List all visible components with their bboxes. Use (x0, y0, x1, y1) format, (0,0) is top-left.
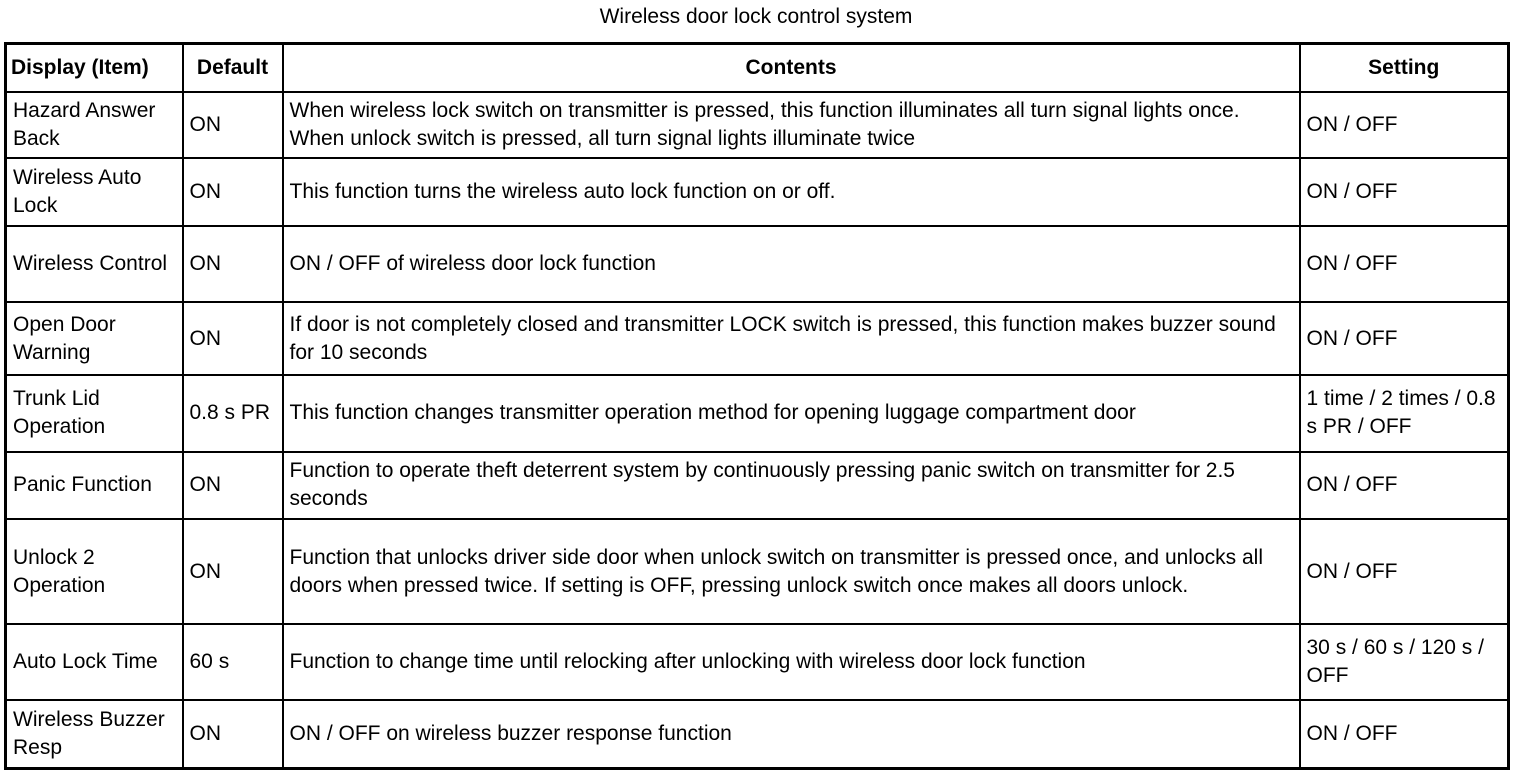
cell-default: ON (183, 519, 283, 624)
column-header-default: Default (183, 44, 283, 93)
cell-item: Wireless Buzzer Resp (6, 700, 183, 768)
table-row (6, 452, 1509, 519)
table-row (6, 92, 1509, 158)
cell-contents: Function to operate theft deterrent system by continuously pressing panic switch on transmitter for 2.5 seconds (283, 452, 1300, 519)
settings-table (4, 42, 1510, 770)
cell-contents: This function turns the wireless auto lock function on or off. (283, 158, 1300, 225)
cell-setting: ON / OFF (1300, 302, 1509, 375)
cell-item: Trunk Lid Operation (6, 375, 183, 452)
cell-item: Wireless Auto Lock (6, 158, 183, 225)
cell-item: Panic Function (6, 452, 183, 519)
table-row (6, 700, 1509, 768)
cell-contents: When wireless lock switch on transmitter is pressed, this function illuminates all turn signal lights once. When unlock switch is pressed, all turn signal lights illuminate twice (283, 92, 1300, 158)
cell-contents: ON / OFF on wireless buzzer response function (283, 700, 1300, 768)
cell-default: ON (183, 700, 283, 768)
cell-item: Open Door Warning (6, 302, 183, 375)
table-header-row (6, 44, 1509, 93)
column-header-setting: Setting (1300, 44, 1509, 93)
cell-default: ON (183, 226, 283, 303)
table-row (6, 624, 1509, 700)
cell-setting: ON / OFF (1300, 226, 1509, 303)
cell-contents: This function changes transmitter operation method for opening luggage compartment door (283, 375, 1300, 452)
table-row (6, 375, 1509, 452)
cell-item: Wireless Control (6, 226, 183, 303)
column-header-contents: Contents (283, 44, 1300, 93)
cell-contents: If door is not completely closed and transmitter LOCK switch is pressed, this function makes buzzer sound for 10 seconds (283, 302, 1300, 375)
column-header-item: Display (Item) (6, 44, 183, 93)
cell-item: Auto Lock Time (6, 624, 183, 700)
cell-setting: ON / OFF (1300, 452, 1509, 519)
cell-default: ON (183, 158, 283, 225)
cell-contents: Function that unlocks driver side door when unlock switch on transmitter is pressed once, and unlocks all doors when pressed twice. If setting is OFF, pressing unlock switch once makes all doors unlock. (283, 519, 1300, 624)
cell-default: 0.8 s PR (183, 375, 283, 452)
cell-setting: ON / OFF (1300, 700, 1509, 768)
cell-setting: ON / OFF (1300, 158, 1509, 225)
cell-default: ON (183, 452, 283, 519)
table-row (6, 302, 1509, 375)
table-row (6, 158, 1509, 225)
cell-item: Hazard Answer Back (6, 92, 183, 158)
cell-item: Unlock 2 Operation (6, 519, 183, 624)
table-row (6, 519, 1509, 624)
cell-setting: ON / OFF (1300, 92, 1509, 158)
page-title: Wireless door lock control system (599, 5, 913, 28)
cell-contents: Function to change time until relocking after unlocking with wireless door lock function (283, 624, 1300, 700)
cell-default: ON (183, 302, 283, 375)
cell-contents: ON / OFF of wireless door lock function (283, 226, 1300, 303)
cell-default: ON (183, 92, 283, 158)
cell-setting: 30 s / 60 s / 120 s / OFF (1300, 624, 1509, 700)
cell-default: 60 s (183, 624, 283, 700)
cell-setting: ON / OFF (1300, 519, 1509, 624)
table-row (6, 226, 1509, 303)
cell-setting: 1 time / 2 times / 0.8 s PR / OFF (1300, 375, 1509, 452)
